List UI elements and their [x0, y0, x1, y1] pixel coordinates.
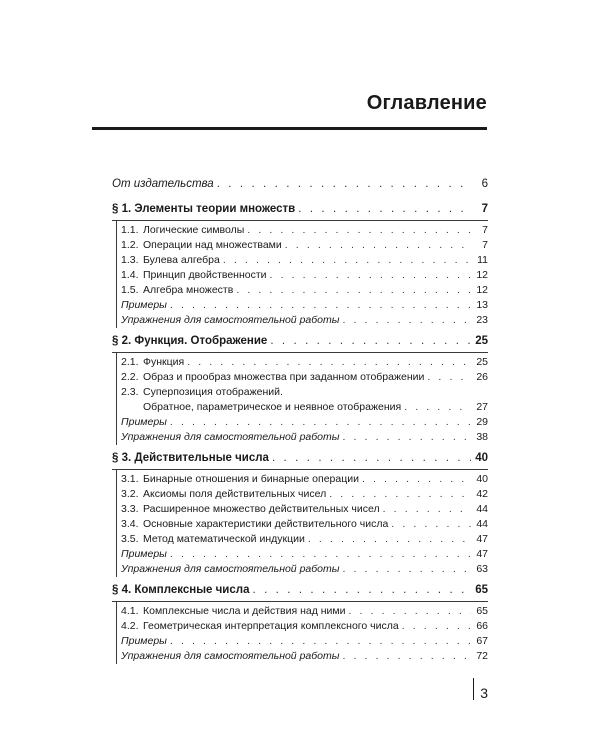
section-title: § 3. Действительные числа: [112, 452, 269, 464]
entry-title: Алгебра множеств: [143, 284, 234, 296]
toc-entry[interactable]: [121, 619, 488, 634]
dot-leader: [272, 447, 471, 469]
entry-number: 2.1.: [121, 356, 139, 368]
entry-number: 4.2.: [121, 620, 139, 632]
toc-entry[interactable]: [121, 487, 488, 502]
section-page: 40: [475, 452, 488, 464]
dot-leader: [427, 370, 471, 385]
dot-leader: [308, 532, 471, 547]
entry-title: Бинарные отношения и бинарные операции: [143, 473, 359, 485]
dot-leader: [170, 547, 471, 562]
entry-title: Примеры: [121, 416, 167, 428]
entry-number: 1.2.: [121, 239, 139, 251]
entry-page: 27: [476, 401, 488, 413]
entry-page: 11: [477, 254, 488, 266]
page-title: Оглавление: [366, 92, 487, 114]
dot-leader: [342, 562, 471, 577]
entry-page: 26: [476, 371, 488, 383]
dot-leader: [298, 198, 471, 220]
toc-entry[interactable]: [121, 472, 488, 487]
toc-section-heading[interactable]: [112, 579, 488, 602]
folio-bracket: [473, 678, 474, 700]
entry-number: 3.5.: [121, 533, 139, 545]
entry-title: Булева алгебра: [143, 254, 220, 266]
entry-page: 7: [482, 239, 488, 251]
section-title: § 1. Элементы теории множеств: [112, 203, 296, 215]
entry-page: 65: [476, 605, 488, 617]
toc-intro-label: От издательства: [112, 178, 214, 190]
dot-leader: [170, 298, 471, 313]
entry-title: Примеры: [121, 299, 167, 311]
entry-title: Упражнения для самостоятельной работы: [121, 431, 340, 443]
entry-number: 1.1.: [121, 224, 139, 236]
section-page: 7: [481, 203, 488, 215]
entry-title: Метод математической индукции: [143, 533, 305, 545]
dot-leader: [236, 283, 471, 298]
toc-entries: [116, 602, 488, 664]
entry-title: Логические символы: [143, 224, 245, 236]
toc-entry[interactable]: [121, 502, 488, 517]
entry-page: 12: [476, 284, 488, 296]
toc-section: [112, 198, 488, 328]
entry-line: [121, 400, 488, 415]
toc-sections: [112, 198, 488, 664]
entry-page: 13: [476, 299, 488, 311]
dot-leader: [404, 400, 471, 415]
section-page: 65: [475, 584, 488, 596]
dot-leader: [402, 619, 471, 634]
entry-page: 40: [476, 473, 488, 485]
entry-page: 44: [476, 503, 488, 515]
dot-leader: [217, 172, 471, 196]
dot-leader: [170, 634, 471, 649]
dot-leader: [349, 604, 471, 619]
toc-entries: [116, 353, 488, 445]
dot-leader: [270, 330, 471, 352]
dot-leader: [342, 313, 471, 328]
entry-title: Примеры: [121, 548, 167, 560]
section-title: § 2. Функция. Отображение: [112, 335, 268, 347]
entry-page: 44: [476, 518, 488, 530]
toc-entry[interactable]: [121, 547, 488, 562]
toc-section-heading[interactable]: [112, 447, 488, 470]
entry-line: [121, 385, 488, 400]
entry-page: 29: [476, 416, 488, 428]
toc-entry[interactable]: [121, 268, 488, 283]
entry-number: 1.3.: [121, 254, 139, 266]
dot-leader: [329, 487, 471, 502]
entry-title: Геометрическая интерпретация комплексного числа: [143, 620, 399, 632]
dot-leader: [270, 268, 471, 283]
toc-section: [112, 447, 488, 577]
toc-entry[interactable]: [121, 355, 488, 370]
entry-page: 67: [476, 635, 488, 647]
dot-leader: [285, 238, 471, 253]
dot-leader: [362, 472, 471, 487]
toc-entry[interactable]: [121, 238, 488, 253]
entry-number: 1.5.: [121, 284, 139, 296]
entry-title: Основные характеристики действительного числа: [143, 518, 389, 530]
toc-entry[interactable]: [121, 370, 488, 385]
toc-entry[interactable]: [121, 253, 488, 268]
entry-title: Операции над множествами: [143, 239, 282, 251]
dot-leader: [342, 430, 471, 445]
dot-leader: [187, 355, 471, 370]
toc-entry[interactable]: [121, 562, 488, 577]
entry-title: Принцип двойственности: [143, 269, 267, 281]
dot-leader: [247, 223, 471, 238]
dot-leader: [223, 253, 471, 268]
entry-number: 4.1.: [121, 605, 139, 617]
folio-number: 3: [480, 685, 488, 701]
entry-page: 63: [476, 563, 488, 575]
entry-title-continued: Обратное, параметрическое и неявное отображения: [143, 401, 402, 413]
toc-entry[interactable]: [121, 313, 488, 328]
toc-entry[interactable]: [121, 223, 488, 238]
entry-number: 2.2.: [121, 371, 139, 383]
entry-number: 3.4.: [121, 518, 139, 530]
entry-page: 72: [476, 650, 488, 662]
entry-page: 47: [476, 548, 488, 560]
entry-title: Комплексные числа и действия над ними: [143, 605, 346, 617]
entry-number: 3.1.: [121, 473, 139, 485]
toc-section-heading[interactable]: [112, 330, 488, 353]
toc-entry[interactable]: [121, 415, 488, 430]
dot-leader: [342, 649, 471, 664]
toc-intro-page: 6: [481, 178, 488, 190]
entry-number: 2.3.: [121, 386, 139, 398]
section-page: 25: [475, 335, 488, 347]
entry-page: 38: [476, 431, 488, 443]
entry-title: Аксиомы поля действительных чисел: [143, 488, 327, 500]
toc-entry[interactable]: [121, 430, 488, 445]
toc-section: [112, 330, 488, 445]
entry-title: Упражнения для самостоятельной работы: [121, 563, 340, 575]
entry-title: Примеры: [121, 635, 167, 647]
toc-section-heading[interactable]: [112, 198, 488, 221]
entry-page: 7: [482, 224, 488, 236]
entry-title: Расширенное множество действительных чисел: [143, 503, 380, 515]
page-number: [473, 678, 488, 700]
toc-entries: [116, 221, 488, 328]
toc-section: [112, 579, 488, 664]
toc-entry[interactable]: [121, 532, 488, 547]
entry-number: 3.3.: [121, 503, 139, 515]
entry-page: 12: [476, 269, 488, 281]
entry-page: 25: [476, 356, 488, 368]
toc-entries: [116, 470, 488, 577]
entry-title: Функция: [143, 356, 185, 368]
entry-page: 66: [476, 620, 488, 632]
entry-number: 3.2.: [121, 488, 139, 500]
entry-title: Суперпозиция отображений.: [143, 386, 283, 398]
entry-page: 42: [476, 488, 488, 500]
toc-entry[interactable]: [121, 604, 488, 619]
table-of-contents: [112, 172, 488, 664]
title-rule: [92, 127, 487, 130]
entry-page: 47: [476, 533, 488, 545]
entry-page: 23: [476, 314, 488, 326]
entry-number: 1.4.: [121, 269, 139, 281]
toc-intro-row[interactable]: [112, 172, 488, 196]
dot-leader: [391, 517, 471, 532]
toc-entry[interactable]: [121, 385, 488, 415]
toc-entry[interactable]: [121, 283, 488, 298]
toc-entry[interactable]: [121, 634, 488, 649]
toc-entry[interactable]: [121, 649, 488, 664]
section-title: § 4. Комплексные числа: [112, 584, 250, 596]
toc-entry[interactable]: [121, 517, 488, 532]
entry-title: Образ и прообраз множества при заданном отображении: [143, 371, 425, 383]
toc-entry[interactable]: [121, 298, 488, 313]
entry-title: Упражнения для самостоятельной работы: [121, 314, 340, 326]
dot-leader: [383, 502, 471, 517]
dot-leader: [252, 579, 471, 601]
dot-leader: [170, 415, 471, 430]
entry-title: Упражнения для самостоятельной работы: [121, 650, 340, 662]
